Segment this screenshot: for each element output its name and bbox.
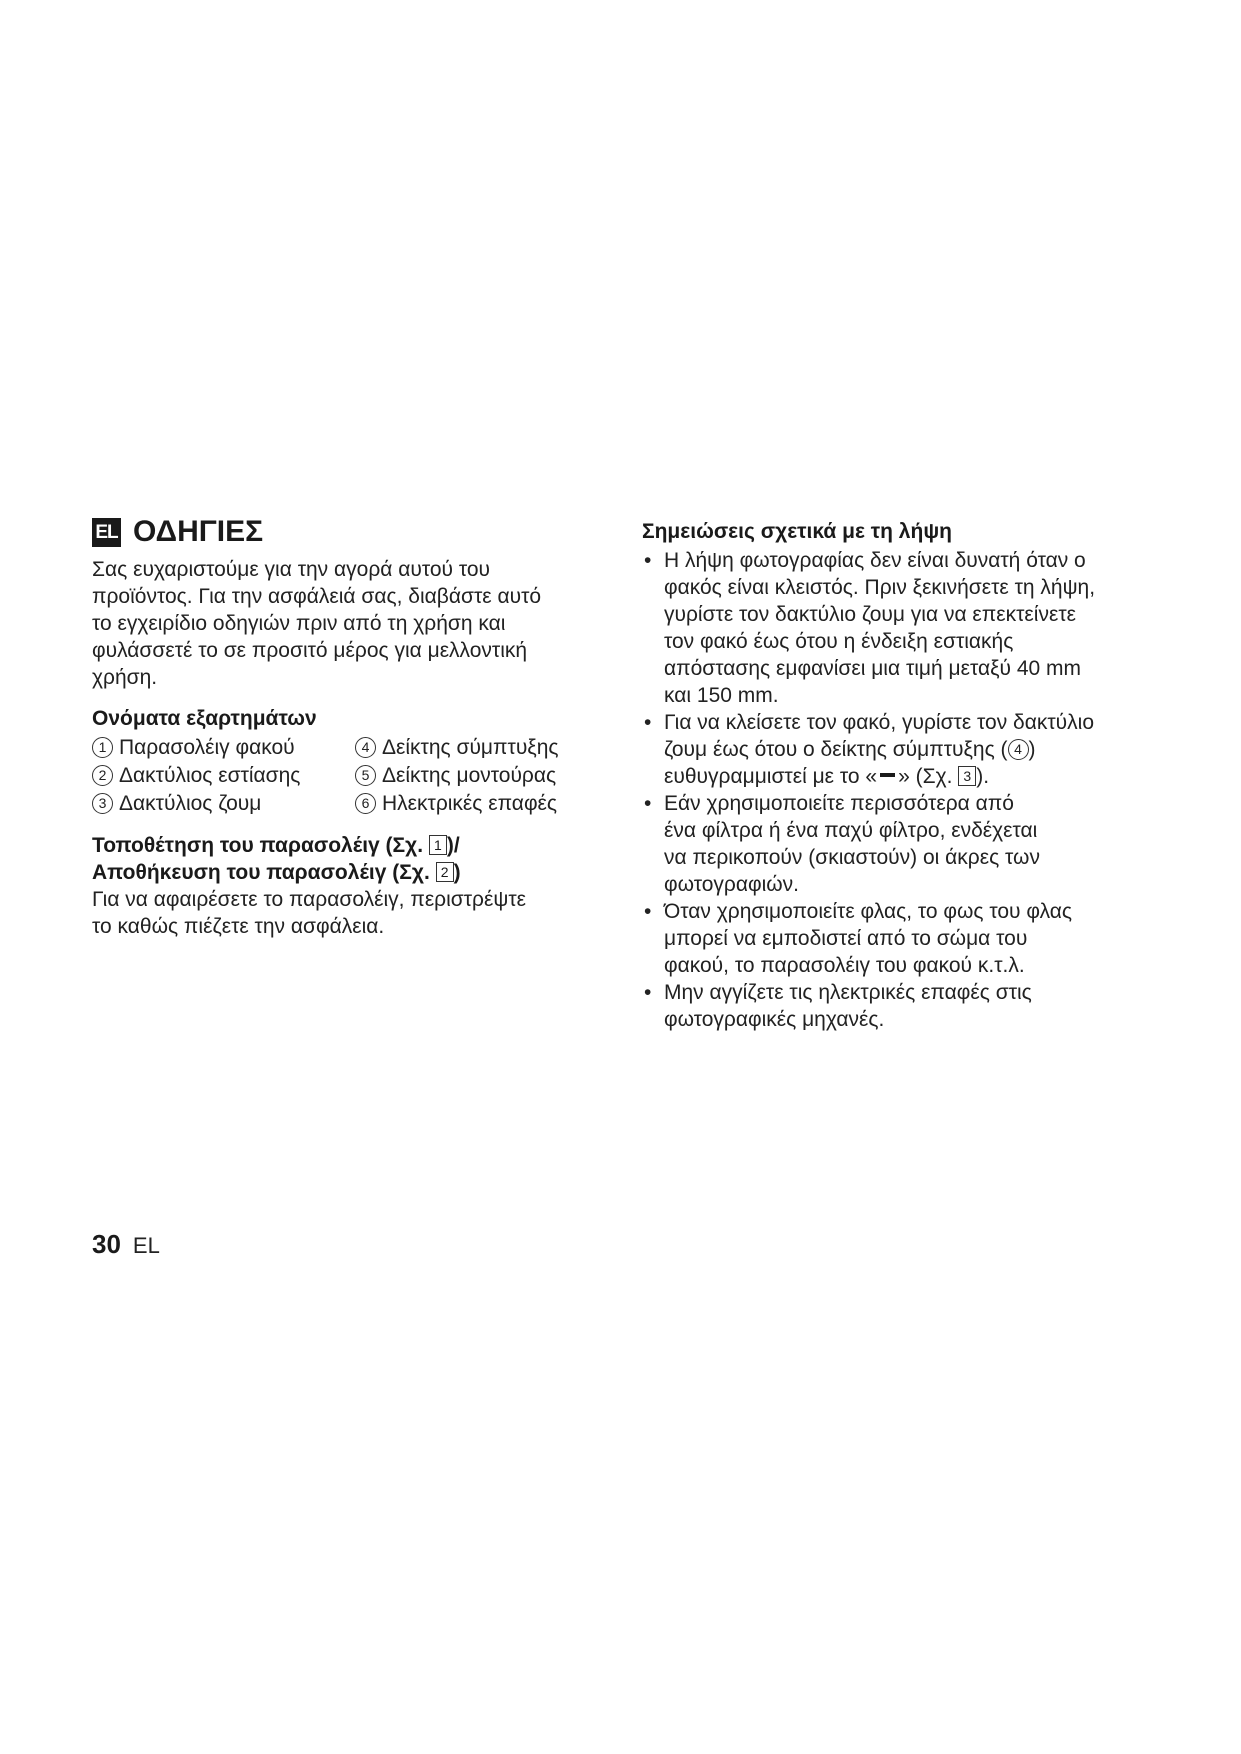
note-line: Μην αγγίζετε τις ηλεκτρικές επαφές στις <box>664 981 1032 1004</box>
note-line: ) <box>1028 738 1036 761</box>
hood-heading-text: )/ <box>446 834 460 857</box>
part-item <box>92 762 355 790</box>
page-footer <box>92 1229 160 1260</box>
part-label: Δείκτης μοντούρας <box>382 764 557 787</box>
note-line: Όταν χρησιμοποιείτε φλας, το φως του φλας <box>664 900 1073 923</box>
note-line: Η λήψη φωτογραφίας δεν είναι δυνατή όταν ο <box>664 549 1086 572</box>
note-line: απόστασης εμφανίσει μια τιμή μεταξύ 40 mm <box>664 657 1082 680</box>
page-title: ΟΔΗΓΙΕΣ <box>133 515 264 548</box>
note-line: ένα φίλτρα ή ένα παχύ φίλτρο, ενδέχεται <box>664 819 1038 842</box>
note-line: φωτογραφιών. <box>664 873 799 896</box>
parts-heading: Ονόματα εξαρτημάτων <box>92 707 317 730</box>
note-line: και 150 mm. <box>664 684 779 707</box>
figure-number: 2 <box>436 862 454 882</box>
part-item <box>355 734 612 762</box>
note-item <box>642 979 1182 1033</box>
part-label: Δείκτης σύμπτυξης <box>382 736 559 759</box>
page-number: 30 <box>92 1229 121 1259</box>
hood-text: το καθώς πιέζετε την ασφάλεια. <box>92 915 385 938</box>
hood-heading <box>92 832 612 859</box>
part-label: Παρασολέιγ φακού <box>119 736 295 759</box>
circled-number: 3 <box>92 793 113 814</box>
note-line: φωτογραφικές μηχανές. <box>664 1008 885 1031</box>
figure-number: 3 <box>958 766 976 786</box>
note-line: φακού, το παρασολέιγ του φακού κ.τ.λ. <box>664 954 1025 977</box>
part-item <box>355 790 612 818</box>
intro-line: προϊόντος. Για την ασφάλειά σας, διαβάστε αυτό <box>92 585 542 608</box>
intro-line: το εγχειρίδιο οδηγιών πριν από τη χρήση και <box>92 612 506 635</box>
part-item <box>355 762 612 790</box>
figure-number: 1 <box>429 835 447 855</box>
part-label: Δακτύλιος ζουμ <box>119 792 262 815</box>
note-line: ). <box>976 765 990 788</box>
note-line: φακός είναι κλειστός. Πριν ξεκινήσετε τη λήψη, <box>664 576 1096 599</box>
note-item <box>642 709 1182 790</box>
note-item <box>642 547 1182 709</box>
note-line: Για να κλείσετε τον φακό, γυρίστε τον δακτύλιο <box>664 711 1094 734</box>
circled-number: 4 <box>355 737 376 758</box>
notes-heading: Σημειώσεις σχετικά με τη λήψη <box>642 520 952 543</box>
hood-section <box>92 832 612 940</box>
note-line: » (Σχ. <box>898 765 959 788</box>
part-item <box>92 790 355 818</box>
note-line: τον φακό έως ότου η ένδειξη εστιακής <box>664 630 1014 653</box>
notes-list <box>642 547 1182 1033</box>
part-item <box>92 734 355 762</box>
part-label: Δακτύλιος εστίασης <box>119 764 301 787</box>
parts-list <box>92 734 612 818</box>
hood-heading-text: Τοποθέτηση του παρασολέιγ (Σχ. <box>92 834 429 857</box>
circled-number: 4 <box>1008 739 1029 760</box>
left-column <box>92 512 612 940</box>
intro-line: χρήση. <box>92 666 158 689</box>
note-line: Εάν χρησιμοποιείτε περισσότερα από <box>664 792 1014 815</box>
note-line: ζουμ έως ότου ο δείκτης σύμπτυξης ( <box>664 738 1008 761</box>
hood-heading-text: ) <box>453 861 461 884</box>
intro-line: φυλάσσετέ το σε προσιτό μέρος για μελλοντική <box>92 639 528 662</box>
circled-number: 1 <box>92 737 113 758</box>
parts-row <box>92 734 612 762</box>
page-language: EL <box>132 1233 160 1258</box>
right-column <box>642 518 1182 1033</box>
part-label: Ηλεκτρικές επαφές <box>382 792 558 815</box>
circled-number: 5 <box>355 765 376 786</box>
note-item <box>642 898 1182 979</box>
section-title <box>92 512 612 552</box>
circled-number: 2 <box>92 765 113 786</box>
parts-row <box>92 762 612 790</box>
retract-mark-icon <box>880 773 895 777</box>
circled-number: 6 <box>355 793 376 814</box>
note-line: γυρίστε τον δακτύλιο ζουμ για να επεκτείνετε <box>664 603 1076 626</box>
hood-heading-text: Αποθήκευση του παρασολέιγ (Σχ. <box>92 861 436 884</box>
note-line: μπορεί να εμποδιστεί από το σώμα του <box>664 927 1028 950</box>
note-line: ευθυγραμμιστεί με το « <box>664 765 878 788</box>
note-line: να περικοπούν (σκιαστούν) οι άκρες των <box>664 846 1040 869</box>
note-item <box>642 790 1182 898</box>
language-badge: EL <box>92 518 121 547</box>
parts-row <box>92 790 612 818</box>
intro-line: Σας ευχαριστούμε για την αγορά αυτού του <box>92 558 491 581</box>
hood-text: Για να αφαιρέσετε το παρασολέιγ, περιστρέψτε <box>92 888 526 911</box>
hood-heading <box>92 859 612 886</box>
intro-paragraph <box>92 556 612 691</box>
